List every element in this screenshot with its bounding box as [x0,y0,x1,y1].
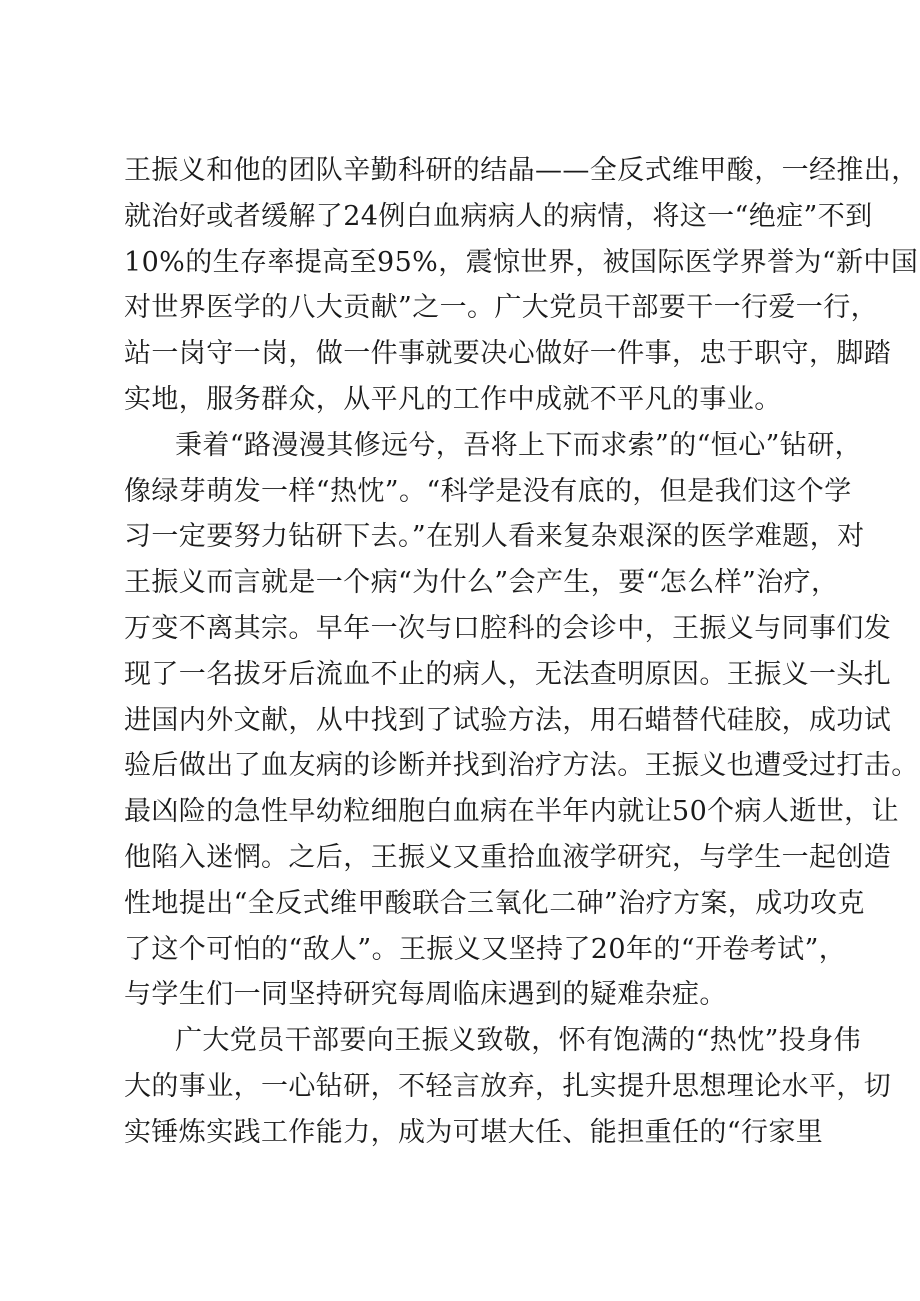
text-line: 大的事业，一心钻研，不轻言放弃，扎实提升思想理论水平，切 [124,1070,892,1102]
text-line: 现了一名拔牙后流血不止的病人，无法查明原因。王振义一头扎 [124,658,892,690]
text-line: 进国内外文献，从中找到了试验方法，用石蜡替代硅胶，成功试 [124,704,892,736]
text-line: 与学生们一同坚持研究每周临床遇到的疑难杂症。 [124,979,727,1011]
paragraph-first-line: 广大党员干部要向王振义致敬，怀有饱满的“热忱”投身伟 [175,1025,862,1057]
text-line: 王振义和他的团队辛勤科研的结晶——全反式维甲酸，一经推出， [124,155,919,186]
text-line: 像绿芽萌发一样“热忱”。“科学是没有底的，但是我们这个学 [124,475,852,507]
text-line: 万变不离其宗。早年一次与口腔科的会诊中，王振义与同事们发 [124,612,892,644]
text-line: 实地，服务群众，从平凡的工作中成就不平凡的事业。 [124,383,782,415]
text-line: 10%的生存率提高至95%，震惊世界，被国际医学界誉为“新中国 [124,246,919,278]
text-line: 对世界医学的八大贡献”之一。广大党员干部要干一行爱一行， [124,292,879,324]
text-line: 实锤炼实践工作能力，成为可堪大任、能担重任的“行家里 [124,1116,824,1148]
body-text [124,148,919,1156]
text-line: 最凶险的急性早幼粒细胞白血病在半年内就让50个病人逝世，让 [124,796,899,828]
text-line: 性地提出“全反式维甲酸联合三氧化二砷”治疗方案，成功攻克 [124,887,865,919]
paragraph-first-line: 秉着“路漫漫其修远兮，吾将上下而求索”的“恒心”钻研， [175,429,863,461]
text-line: 就治好或者缓解了24例白血病病人的病情，将这一“绝症”不到 [124,200,873,232]
text-line: 习一定要努力钻研下去。”在别人看来复杂艰深的医学难题，对 [124,521,865,553]
text-line: 了这个可怕的“敌人”。王振义又坚持了20年的“开卷考试”， [124,933,847,965]
text-line: 验后做出了血友病的诊断并找到治疗方法。王振义也遭受过打击。 [124,750,919,782]
text-line: 王振义而言就是一个病“为什么”会产生，要“怎么样”治疗， [124,567,839,599]
text-line: 站一岗守一岗，做一件事就要决心做好一件事，忠于职守，脚踏 [124,338,892,370]
text-line: 他陷入迷惘。之后，王振义又重拾血液学研究，与学生一起创造 [124,841,892,873]
